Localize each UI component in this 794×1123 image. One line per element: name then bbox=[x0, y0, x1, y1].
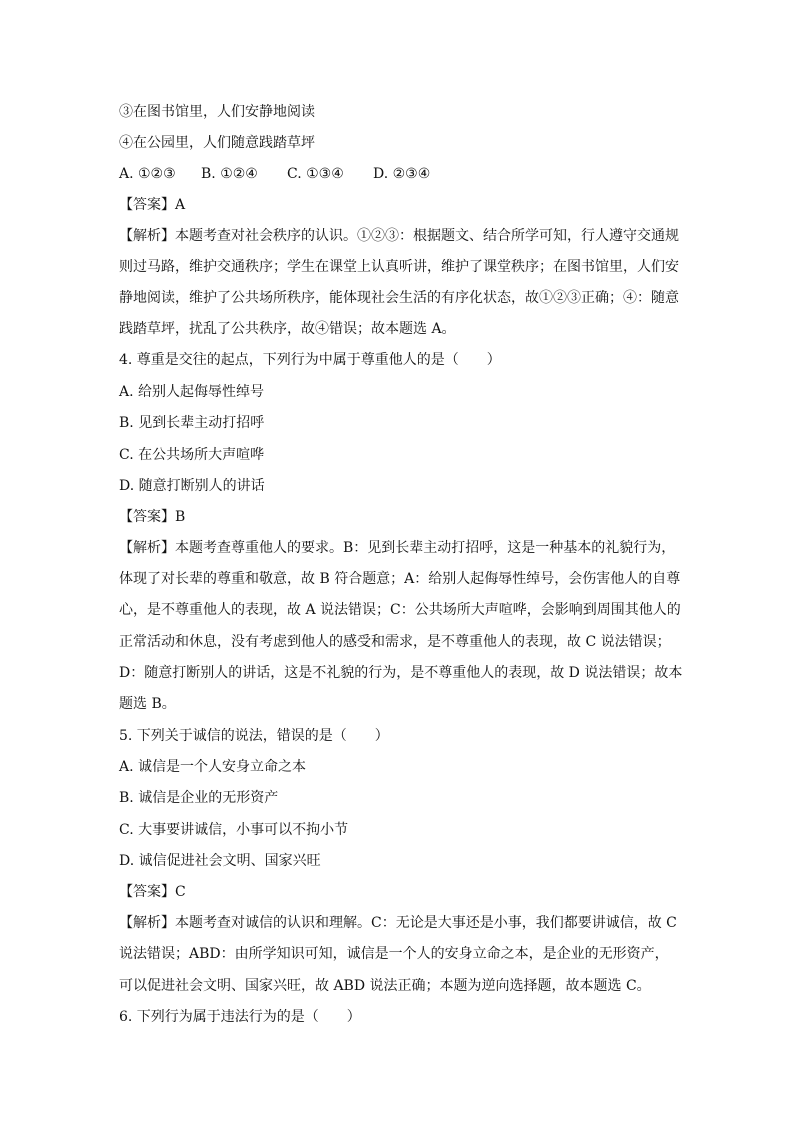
q4-option-c: C. 在公共场所大声喧哗 bbox=[119, 447, 265, 463]
q3-option-d: D. ②③④ bbox=[373, 166, 431, 182]
q6-question: 6. 下列行为属于违法行为的是（ ） bbox=[119, 1009, 361, 1025]
q4-option-a: A. 给别人起侮辱性绰号 bbox=[119, 384, 265, 400]
q5-option-d: D. 诚信促进社会文明、国家兴旺 bbox=[119, 853, 321, 869]
q3-statement-3: ③在图书馆里，人们安静地阅读 bbox=[119, 104, 315, 120]
q4-analysis-line-6: 题选 B。 bbox=[119, 696, 176, 712]
q3-analysis-line-2: 则过马路，维护交通秩序；学生在课堂上认真听讲，维护了课堂秩序；在图书馆里，人们安 bbox=[119, 259, 679, 275]
q5-option-c: C. 大事要讲诚信，小事可以不拘小节 bbox=[119, 822, 349, 838]
q3-option-a: A. ①②③ bbox=[119, 166, 176, 182]
q4-answer: 【答案】B bbox=[119, 509, 186, 525]
q4-option-d: D. 随意打断别人的讲话 bbox=[119, 478, 265, 494]
q4-analysis-line-3: 心，是不尊重他人的表现，故 A 说法错误；C：公共场所大声喧哗，会影响到周围其他人的 bbox=[119, 602, 681, 618]
q3-analysis-line-4: 践踏草坪，扰乱了公共秩序，故④错误；故本题选 A。 bbox=[119, 321, 456, 337]
q5-analysis-line-2: 说法错误；ABD：由所学知识可知，诚信是一个人的安身立命之本，是企业的无形资产， bbox=[119, 946, 669, 962]
q3-analysis-line-1: 【解析】本题考查对社会秩序的认识。①②③：根据题文、结合所学可知，行人遵守交通规 bbox=[119, 228, 679, 244]
q3-statement-4: ④在公园里，人们随意践踏草坪 bbox=[119, 135, 315, 151]
q3-answer: 【答案】A bbox=[119, 197, 186, 213]
q4-analysis-line-1: 【解析】本题考查尊重他人的要求。B：见到长辈主动打招呼，这是一种基本的礼貌行为， bbox=[119, 540, 676, 556]
q4-question: 4. 尊重是交往的起点，下列行为中属于尊重他人的是（ ） bbox=[119, 352, 501, 368]
q5-option-a: A. 诚信是一个人安身立命之本 bbox=[119, 759, 307, 775]
q4-analysis-line-5: D：随意打断别人的讲话，这是不礼貌的行为，是不尊重他人的表现，故 D 说法错误；故本 bbox=[119, 665, 683, 681]
q3-analysis-line-3: 静地阅读，维护了公共场所秩序，能体现社会生活的有序化状态，故①②③正确；④：随意 bbox=[119, 290, 679, 306]
q4-analysis-line-4: 正常活动和休息，没有考虑到他人的感受和需求，是不尊重他人的表现，故 C 说法错误； bbox=[119, 634, 671, 650]
q4-option-b: B. 见到长辈主动打招呼 bbox=[119, 415, 265, 431]
q3-option-c: C. ①③④ bbox=[287, 166, 344, 182]
q4-analysis-line-2: 体现了对长辈的尊重和敬意，故 B 符合题意；A：给别人起侮辱性绰号，会伤害他人的自尊 bbox=[119, 571, 681, 587]
q5-option-b: B. 诚信是企业的无形资产 bbox=[119, 790, 279, 806]
q5-analysis-line-3: 可以促进社会文明、国家兴旺，故 ABD 说法正确；本题为逆向选择题，故本题选 C。 bbox=[119, 978, 651, 994]
q5-question: 5. 下列关于诚信的说法，错误的是（ ） bbox=[119, 728, 389, 744]
q3-options bbox=[119, 164, 679, 184]
q5-answer: 【答案】C bbox=[119, 884, 186, 900]
q5-analysis-line-1: 【解析】本题考查对诚信的认识和理解。C：无论是大事还是小事，我们都要讲诚信，故 C bbox=[119, 915, 677, 931]
q3-option-b: B. ①②④ bbox=[201, 166, 258, 182]
